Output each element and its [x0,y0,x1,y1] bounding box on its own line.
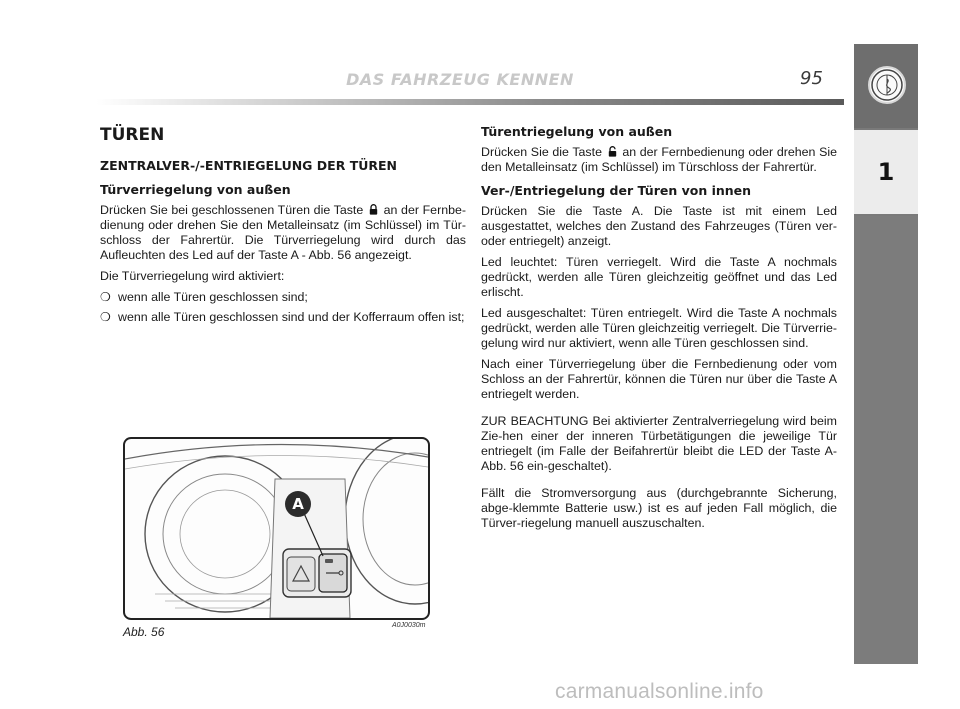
topic-title-unlock-outside: Türentriegelung von außen [481,124,673,139]
side-tab-lower [854,216,918,664]
circle-bullet-icon: ❍ [100,290,111,304]
paragraph-activation: Die Türverriegelung wird aktiviert: [100,269,285,283]
page-header-title: DAS FAHRZEUG KENNEN [346,70,574,89]
list-item-text: wenn alle Türen geschlossen sind und der Kofferraum offen ist; [118,310,465,324]
left-text-column [100,124,466,330]
paragraph-text: an der Fernbe-dienung oder drehen Sie den Metalleinsatz (im Schlüssel) im Tür-schloss der Fahrertür. Die Türverriegelung wird durch das Aufleuchten des Led auf der Taste A - Abb. 56 angezeigt. [100,203,467,262]
section-heading: TÜREN [100,125,165,145]
figure-caption: Abb. 56 [123,625,165,639]
circle-bullet-icon: ❍ [100,310,111,324]
header-divider [96,99,844,105]
list-item-text: wenn alle Türen geschlossen sind; [118,290,308,304]
paragraph-led-on: Led leuchtet: Türen verriegelt. Wird die Taste A nochmals gedrückt, werden alle Türen gleichzeitig geöffnet und das Led erlischt. [481,255,837,299]
lock-open-icon [608,146,617,157]
alfa-romeo-badge-icon [868,66,906,104]
right-text-column [481,124,837,537]
paragraph-text: an der Fernbedienung oder drehen Sie den Metalleinsatz (im Schlüssel) im Türschloss der Fahrertür. [481,145,837,174]
chapter-side-tab [854,44,918,664]
lock-closed-icon [369,204,378,215]
topic-title-inside: Ver-/Entriegelung der Türen von innen [481,183,752,198]
chapter-number-tab[interactable]: 1 [854,130,918,214]
paragraph-remote-lock: Nach einer Türverriegelung über die Fernbedienung oder vom Schloss an der Fahrertür, können die Türen nur über die Taste A entriegelt werden. [481,357,837,401]
page-number: 95 [800,68,823,89]
figure-code: A0J0030m [392,622,426,629]
subsection-heading: ZENTRALVER-/-ENTRIEGELUNG DER TÜREN [100,158,397,173]
list-item [100,290,466,305]
paragraph-text: Drücken Sie bei geschlossenen Türen die Taste [100,203,364,217]
side-tab-logo-area [854,44,918,128]
list-item [100,310,466,325]
figure-door-lock-button [123,437,430,620]
topic-title-lock-outside: Türverriegelung von außen [100,182,291,197]
paragraph-text: Drücken Sie die Taste [481,145,602,159]
watermark-text: carmanualsonline.info [555,680,764,703]
dashboard-illustration [125,439,428,618]
callout-label-a: A [285,491,311,517]
paragraph-led-off: Led ausgeschaltet: Türen entriegelt. Wird die Taste A nochmals gedrückt, werden alle Türen gleichzeitig verriegelt. Die Türverrie-gelung wird nur aktiviert, wenn alle Türen geschlossen sind. [481,306,837,350]
paragraph-unlock-outside [481,145,837,175]
paragraph-lock-outside [100,203,466,263]
paragraph-note: ZUR BEACHTUNG Bei aktivierter Zentralverriegelung wird beim Zie-hen einer der inneren Türbetätigungen die jeweilige Tür entriegelt (im Falle der Beifahrertür bleibt die LED der Taste A-Abb. 56 ein-geschaltet). [481,414,837,473]
paragraph-button-a: Drücken Sie die Taste A. Die Taste ist mit einem Led ausgestattet, welches den Zustand des Fahrzeuges (Türen ver- oder entriegelt) anzeigt. [481,204,837,248]
paragraph-power-failure: Fällt die Stromversorgung aus (durchgebrannte Sicherung, abge-klemmte Batterie usw.) ist es auf jeden Fall möglich, die Türver-riegelung manuell auszuschalten. [481,486,837,530]
badge-emblem [870,68,904,102]
